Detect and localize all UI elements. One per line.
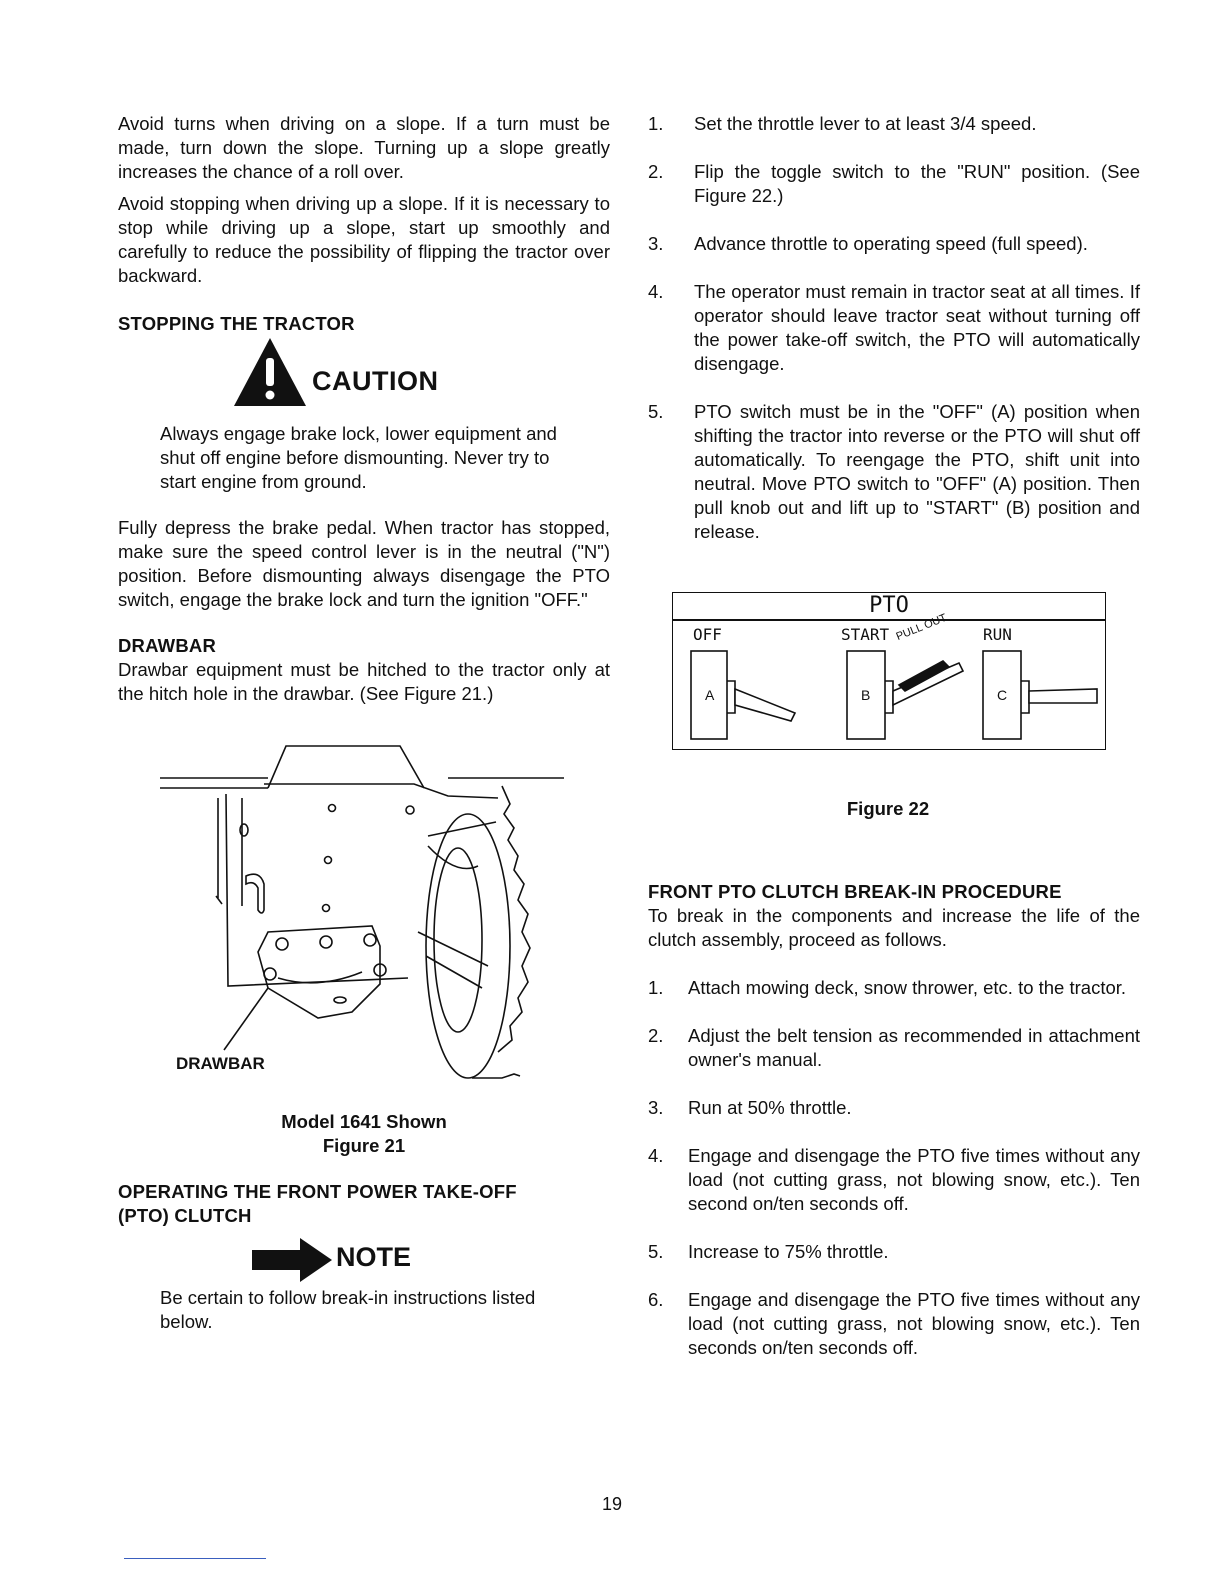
paragraph-drawbar: Drawbar equipment must be hitched to the tractor only at the hitch hole in the drawbar. (See Figure 21.)	[118, 659, 610, 704]
list-item: 4. The operator must remain in tractor seat at all times. If operator should leave tractor seat without turning off the power take-off switch, the PTO will automatically disengage.	[648, 281, 1140, 374]
paragraph-breakin: To break in the components and increase the life of the clutch assembly, proceed as follows.	[648, 905, 1140, 950]
caution-text: Always engage brake lock, lower equipment and shut off engine before dismounting. Never try to start engine from ground.	[160, 423, 557, 492]
list-item: 1. Attach mowing deck, snow thrower, etc. to the tractor.	[648, 977, 1127, 998]
arrow-right-icon	[252, 1238, 336, 1282]
paragraph-stopping-slope: Avoid stopping when driving up a slope. If it is necessary to stop while driving up a slope, start up smoothly and carefully to reduce the possibility of flipping the tractor over backward.	[118, 193, 610, 286]
list-item: 3. Run at 50% throttle.	[648, 1097, 852, 1118]
list-item: 1. Set the throttle lever to at least 3/4 speed.	[648, 113, 1037, 134]
figure-21-caption: Figure 21	[322, 1135, 406, 1156]
pull-out-label: PULL OUT	[894, 611, 949, 643]
pto-switch-diagram	[673, 593, 1105, 749]
footer-rule	[124, 1558, 266, 1559]
drawbar-label: DRAWBAR	[176, 1054, 265, 1073]
figure-21-caption-model: Model 1641 Shown	[281, 1111, 447, 1132]
note-message	[118, 1286, 610, 1334]
caution-label: CAUTION	[312, 366, 439, 396]
figure-22-caption: Figure 22	[846, 798, 930, 819]
list-item: 4. Engage and disengage the PTO five times without any load (not cutting grass, not blowing snow, etc.). Ten second on/ten seconds off.	[648, 1145, 1140, 1214]
note-text: Be certain to follow break-in instructions listed below.	[160, 1287, 536, 1332]
breakin-steps-list	[648, 976, 1140, 1360]
pto-title: PTO	[869, 593, 909, 618]
list-item: 3. Advance throttle to operating speed (full speed).	[648, 233, 1088, 254]
note-label: NOTE	[336, 1242, 412, 1272]
caution-message	[118, 422, 610, 494]
drawbar-illustration	[118, 726, 610, 1106]
off-label: OFF	[693, 625, 722, 644]
paragraph-turns: Avoid turns when driving on a slope. If a turn must be made, turn down the slope. Turning up a slope greatly increases the chance of a roll over.	[118, 113, 610, 182]
note-banner	[118, 1228, 610, 1286]
list-item: 2. Adjust the belt tension as recommended in attachment owner's manual.	[648, 1025, 1140, 1070]
start-label: START	[841, 625, 890, 644]
pto-steps-list	[648, 112, 1140, 544]
heading-pto-line1: OPERATING THE FRONT POWER TAKE-OFF	[118, 1181, 517, 1202]
right-column	[648, 112, 1140, 1360]
label-c: C	[997, 687, 1008, 703]
figure-21	[118, 726, 610, 1106]
heading-drawbar: DRAWBAR	[118, 635, 217, 656]
caution-banner	[118, 336, 610, 422]
paragraph-brake: Fully depress the brake pedal. When tractor has stopped, make sure the speed control lever is in the neutral ("N") position. Before dismounting always disengage the PTO switch, engage the brake lock and turn the ignition "OFF."	[118, 517, 610, 610]
label-b: B	[861, 687, 871, 703]
heading-pto-line2: (PTO) CLUTCH	[118, 1205, 252, 1226]
warning-triangle-icon	[232, 336, 308, 408]
list-item: 2. Flip the toggle switch to the "RUN" position. (See Figure 22.)	[648, 161, 1140, 206]
label-a: A	[705, 687, 715, 703]
list-item: 5. PTO switch must be in the "OFF" (A) position when shifting the tractor into reverse or the PTO will shut off automatically. To reengage the PTO, shift unit into neutral. Move PTO switch to "OFF" (A) position. Then pull knob out and lift up to "START" (B) position and release.	[648, 401, 1140, 542]
page-number: 19	[601, 1494, 623, 1514]
list-item: 6. Engage and disengage the PTO five times without any load (not cutting grass, not blowing snow, etc.). Ten seconds on/ten seconds off.	[648, 1289, 1140, 1358]
list-item: 5. Increase to 75% throttle.	[648, 1241, 889, 1262]
figure-22	[672, 592, 1106, 750]
heading-stopping-tractor: STOPPING THE TRACTOR	[118, 313, 355, 334]
left-column	[118, 112, 610, 1334]
run-label: RUN	[983, 625, 1012, 644]
heading-breakin: FRONT PTO CLUTCH BREAK-IN PROCEDURE	[648, 881, 1062, 902]
